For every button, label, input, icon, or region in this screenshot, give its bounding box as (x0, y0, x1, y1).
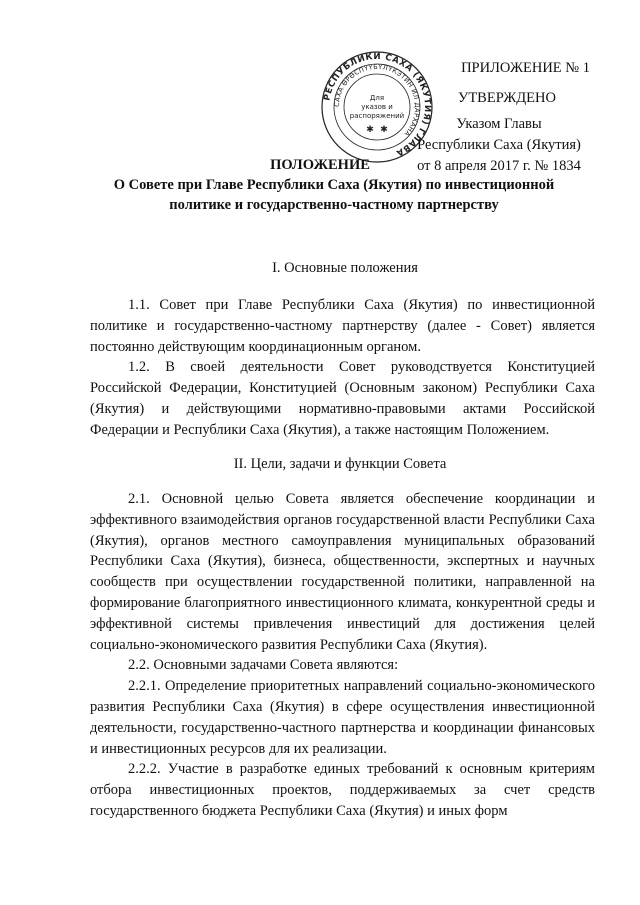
stamp-outer-text: РЕСПУБЛИКИ САХА (ЯКУТИЯ) ГЛАВА (322, 51, 433, 158)
paragraph: 1.1. Совет при Главе Республики Саха (Якутия) по инвестиционной политике и государственно-частному партнерству (далее - Совет) является постоянно действующим координационным органом. (90, 297, 595, 355)
section-2-heading: II. Цели, задачи и функции Совета (233, 456, 447, 472)
svg-text:✱: ✱ (380, 124, 388, 134)
section-1-heading: I. Основные положения (272, 260, 418, 276)
decree-line: Указом Главы (456, 116, 542, 132)
section-1-body (90, 295, 595, 441)
section-2-body (90, 489, 595, 822)
stamp-center-line-1: Для (369, 94, 385, 102)
approved-label: УТВЕРЖДЕНО (458, 90, 556, 106)
document-subtitle: О Совете при Главе Республики Саха (Якутия) по инвестиционной политике и государственно-частному партнерству (113, 177, 555, 213)
annex-label: ПРИЛОЖЕНИЕ № 1 (461, 60, 590, 76)
paragraph: 2.1. Основной целью Совета является обеспечение координации и эффективного взаимодействия органов государственной власти Республики Саха (Якутия), органов местного самоуправления муниципальных образований Республики Саха (Якутия), бизнеса, общественности, экспертных и научных сообществ при осуществлении государственной политики, направленной на формирование благоприятного инвестиционного климата, конкурентной среды и эффективной системы привлечения инвестиций для достижения целей социально-экономического развития Республики Саха (Якутия). (90, 491, 595, 653)
stamp-center-line-2: указов и (361, 103, 393, 111)
paragraph: 2.2.2. Участие в разработке единых требований к основным критериям отбора инвестиционных проектов, поддерживаемых за счет средств государственного бюджета Республики Саха (Якутия) и иных форм (90, 761, 595, 819)
stamp-inner-text: САХА ӨРӨСПҮҮБҮЛҮКЭТИН ИЛ ДАРХАНА (332, 62, 422, 138)
stamp-center-line-3: распоряжений (349, 112, 405, 120)
decree-line: Республики Саха (Якутия) (417, 137, 581, 153)
paragraph: 1.2. В своей деятельности Совет руководствуется Конституцией Российской Федерации, Конституцией (Основным законом) Республики Саха (Якутия) и действующими нормативно-правовыми актами Российской Федерации и Республики Саха (Якутия), а также настоящим Положением. (90, 359, 595, 438)
decree-line: от 8 апреля 2017 г. № 1834 (417, 158, 581, 174)
svg-text:✱: ✱ (366, 124, 374, 134)
document-title: ПОЛОЖЕНИЕ (270, 157, 370, 173)
paragraph: 2.2.1. Определение приоритетных направлений социально-экономического развития Республики Саха (Якутия) в сфере осуществления инвестиционной деятельности, государственно-частного партнерства и координации финансовых и инвестиционных ресурсов для их реализации. (90, 678, 595, 757)
paragraph: 2.2. Основными задачами Совета являются: (128, 657, 399, 674)
